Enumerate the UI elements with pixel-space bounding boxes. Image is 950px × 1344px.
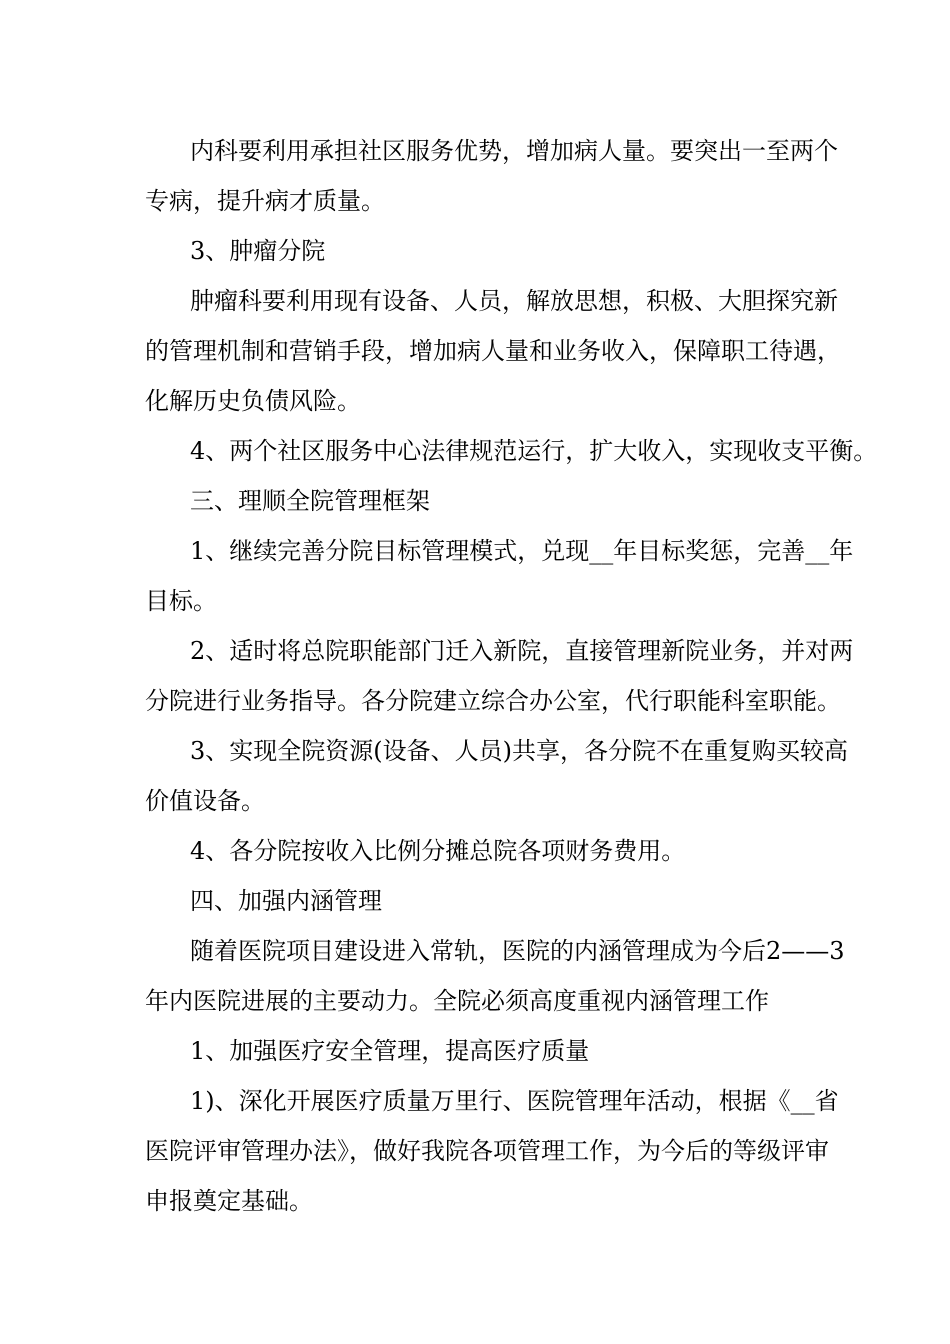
paragraph-line: 1)、深化开展医疗质量万里行、医院管理年活动，根据《__省: [190, 1087, 839, 1115]
paragraph-line: 申报奠定基础。: [145, 1187, 313, 1215]
section-heading: 3、肿瘤分院: [190, 237, 326, 265]
paragraph-line: 的管理机制和营销手段，增加病人量和业务收入，保障职工待遇，: [145, 337, 841, 365]
paragraph-line: 专病，提升病才质量。: [145, 187, 385, 215]
paragraph-line: 肿瘤科要利用现有设备、人员，解放思想，积极、大胆探究新: [190, 287, 838, 315]
paragraph-line: 4、两个社区服务中心法律规范运行，扩大收入，实现收支平衡。: [190, 437, 878, 465]
section-heading: 1、加强医疗安全管理，提高医疗质量: [190, 1037, 590, 1065]
section-heading: 四、加强内涵管理: [190, 887, 382, 915]
paragraph-line: 3、实现全院资源(设备、人员)共享，各分院不在重复购买较高: [190, 737, 848, 765]
paragraph-line: 随着医院项目建设进入常轨，医院的内涵管理成为今后2——3: [190, 937, 845, 965]
paragraph-line: 4、各分院按收入比例分摊总院各项财务费用。: [190, 837, 686, 865]
paragraph-line: 年内医院进展的主要动力。全院必须高度重视内涵管理工作: [145, 987, 769, 1015]
paragraph-line: 目标。: [145, 587, 217, 615]
paragraph-line: 医院评审管理办法》，做好我院各项管理工作，为今后的等级评审: [145, 1137, 829, 1165]
section-heading: 三、理顺全院管理框架: [190, 487, 430, 515]
paragraph-line: 化解历史负债风险。: [145, 387, 361, 415]
paragraph-line: 分院进行业务指导。各分院建立综合办公室，代行职能科室职能。: [145, 687, 841, 715]
paragraph-line: 价值设备。: [145, 787, 265, 815]
paragraph-line: 1、继续完善分院目标管理模式，兑现__年目标奖惩，完善__年: [190, 537, 854, 565]
paragraph-line: 2、适时将总院职能部门迁入新院，直接管理新院业务，并对两: [190, 637, 854, 665]
paragraph-line: 内科要利用承担社区服务优势，增加病人量。要突出一至两个: [190, 137, 838, 165]
